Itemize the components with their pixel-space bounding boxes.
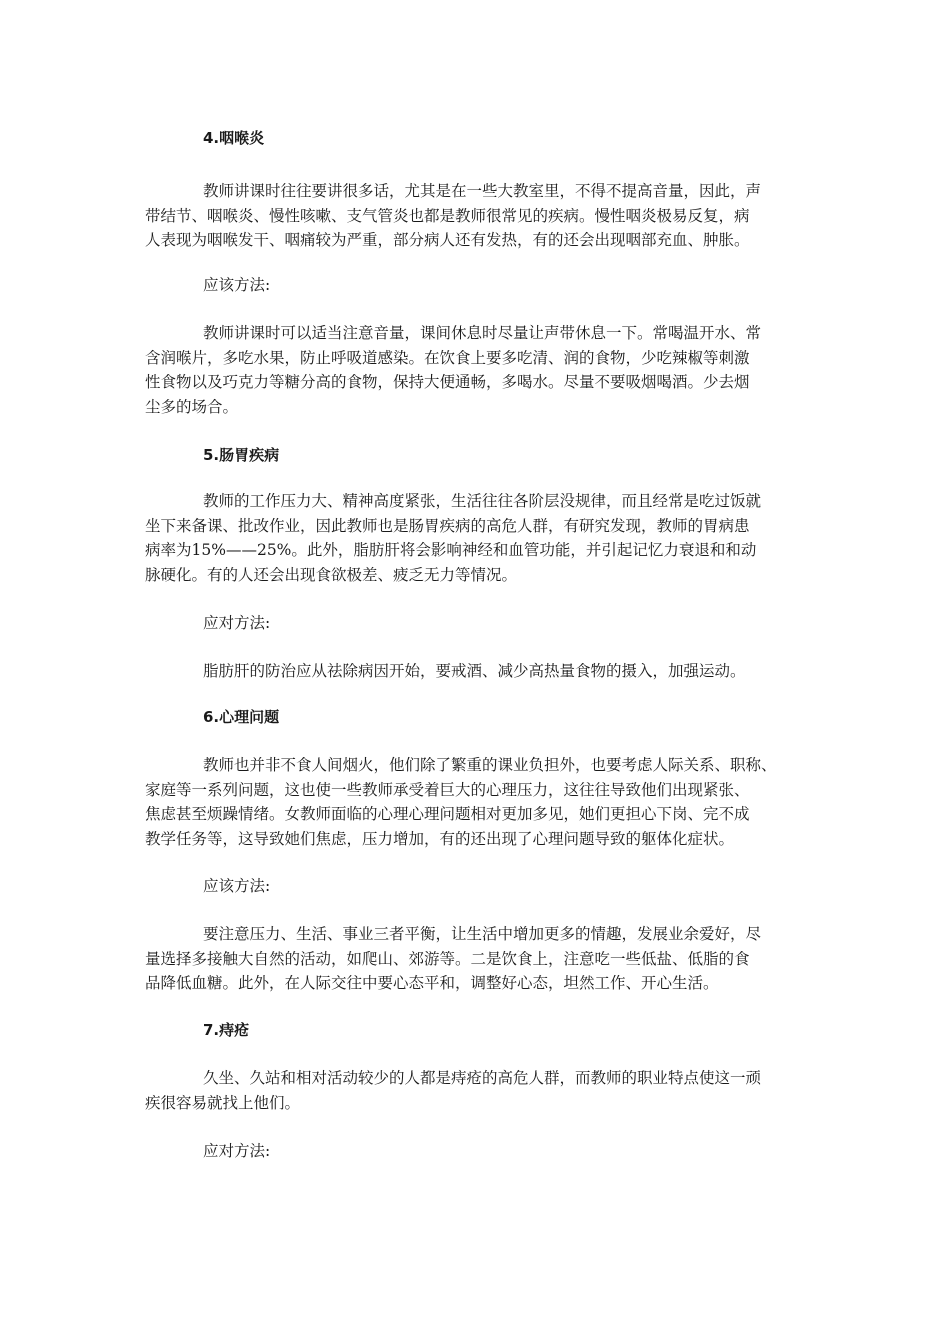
section-6-method-label: 应该方法: <box>203 877 271 895</box>
text-line: 教师也并非不食人间烟火，他们除了繁重的课业负担外，也要考虑人际关系、职称、 <box>203 756 777 774</box>
text-line: 久坐、久站和相对活动较少的人都是痔疮的高危人群，而教师的职业特点使这一顽 <box>203 1069 762 1087</box>
text-line: 量选择多接触大自然的活动，如爬山、郊游等。二是饮食上，注意吃一些低盐、低脂的食 <box>145 949 750 968</box>
text-line: 要注意压力、生活、事业三者平衡，让生活中增加更多的情趣，发展业余爱好，尽 <box>203 925 762 943</box>
text-line: 疾很容易就找上他们。 <box>145 1093 301 1112</box>
text-line: 品降低血糖。此外，在人际交往中要心态平和，调整好心态，坦然工作、开心生活。 <box>145 974 719 992</box>
section-4-method <box>145 321 815 419</box>
text-line: 教师的工作压力大、精神高度紧张，生活往往各阶层没规律，而且经常是吃过饭就 <box>203 492 762 510</box>
section-heading-6: 6.心理问题 <box>203 708 280 726</box>
section-heading-5: 5.肠胃疾病 <box>203 446 280 464</box>
section-heading-4: 4.咽喉炎 <box>203 129 265 147</box>
text-line: 教师讲课时可以适当注意音量，课间休息时尽量让声带休息一下。常喝温开水、常 <box>203 324 762 342</box>
text-line: 家庭等一系列问题，这也使一些教师承受着巨大的心理压力，这往往导致他们出现紧张、 <box>145 780 750 799</box>
section-5-intro <box>145 489 815 587</box>
section-5-method <box>145 659 815 684</box>
section-7-method-label: 应对方法: <box>203 1142 271 1160</box>
text-line: 含润喉片，多吃水果，防止呼吸道感染。在饮食上要多吃清、润的食物，少吃辣椒等刺激 <box>145 348 750 367</box>
text-line: 教学任务等，这导致她们焦虑，压力增加，有的还出现了心理问题导致的躯体化症状。 <box>145 829 735 848</box>
text-line: 病率为15%——25%。此外，脂肪肝将会影响神经和血管功能，并引起记忆力衰退和和动 <box>145 541 757 559</box>
section-6-method <box>145 922 815 996</box>
section-6-intro <box>145 753 815 851</box>
text-line: 脉硬化。有的人还会出现食欲极差、疲乏无力等情况。 <box>145 565 518 584</box>
text-line: 人表现为咽喉发干、咽痛较为严重，部分病人还有发热，有的还会出现咽部充血、肿胀。 <box>145 231 750 249</box>
text-line: 性食物以及巧克力等糖分高的食物，保持大便通畅，多喝水。尽量不要吸烟喝酒。少去烟 <box>145 373 750 391</box>
text-line: 坐下来备课、批改作业，因此教师也是肠胃疾病的高危人群，有研究发现，教师的胃病患 <box>145 516 750 535</box>
text-line: 教师讲课时往往要讲很多话，尤其是在一些大教室里，不得不提高音量，因此，声 <box>203 182 762 200</box>
section-heading-7: 7.痔疮 <box>203 1021 250 1039</box>
text-line: 脂肪肝的防治应从祛除病因开始，要戒酒、减少高热量食物的摄入，加强运动。 <box>203 662 746 680</box>
section-7-intro <box>145 1066 815 1115</box>
text-line: 带结节、咽喉炎、慢性咳嗽、支气管炎也都是教师很常见的疾病。慢性咽炎极易反复，病 <box>145 206 750 225</box>
section-4-method-label: 应该方法: <box>203 276 271 294</box>
text-line: 焦虑甚至烦躁情绪。女教师面临的心理心理问题相对更加多见，她们更担心下岗、完不成 <box>145 805 750 823</box>
section-4-intro <box>145 179 815 253</box>
section-5-method-label: 应对方法: <box>203 614 271 632</box>
text-line: 尘多的场合。 <box>145 397 239 416</box>
